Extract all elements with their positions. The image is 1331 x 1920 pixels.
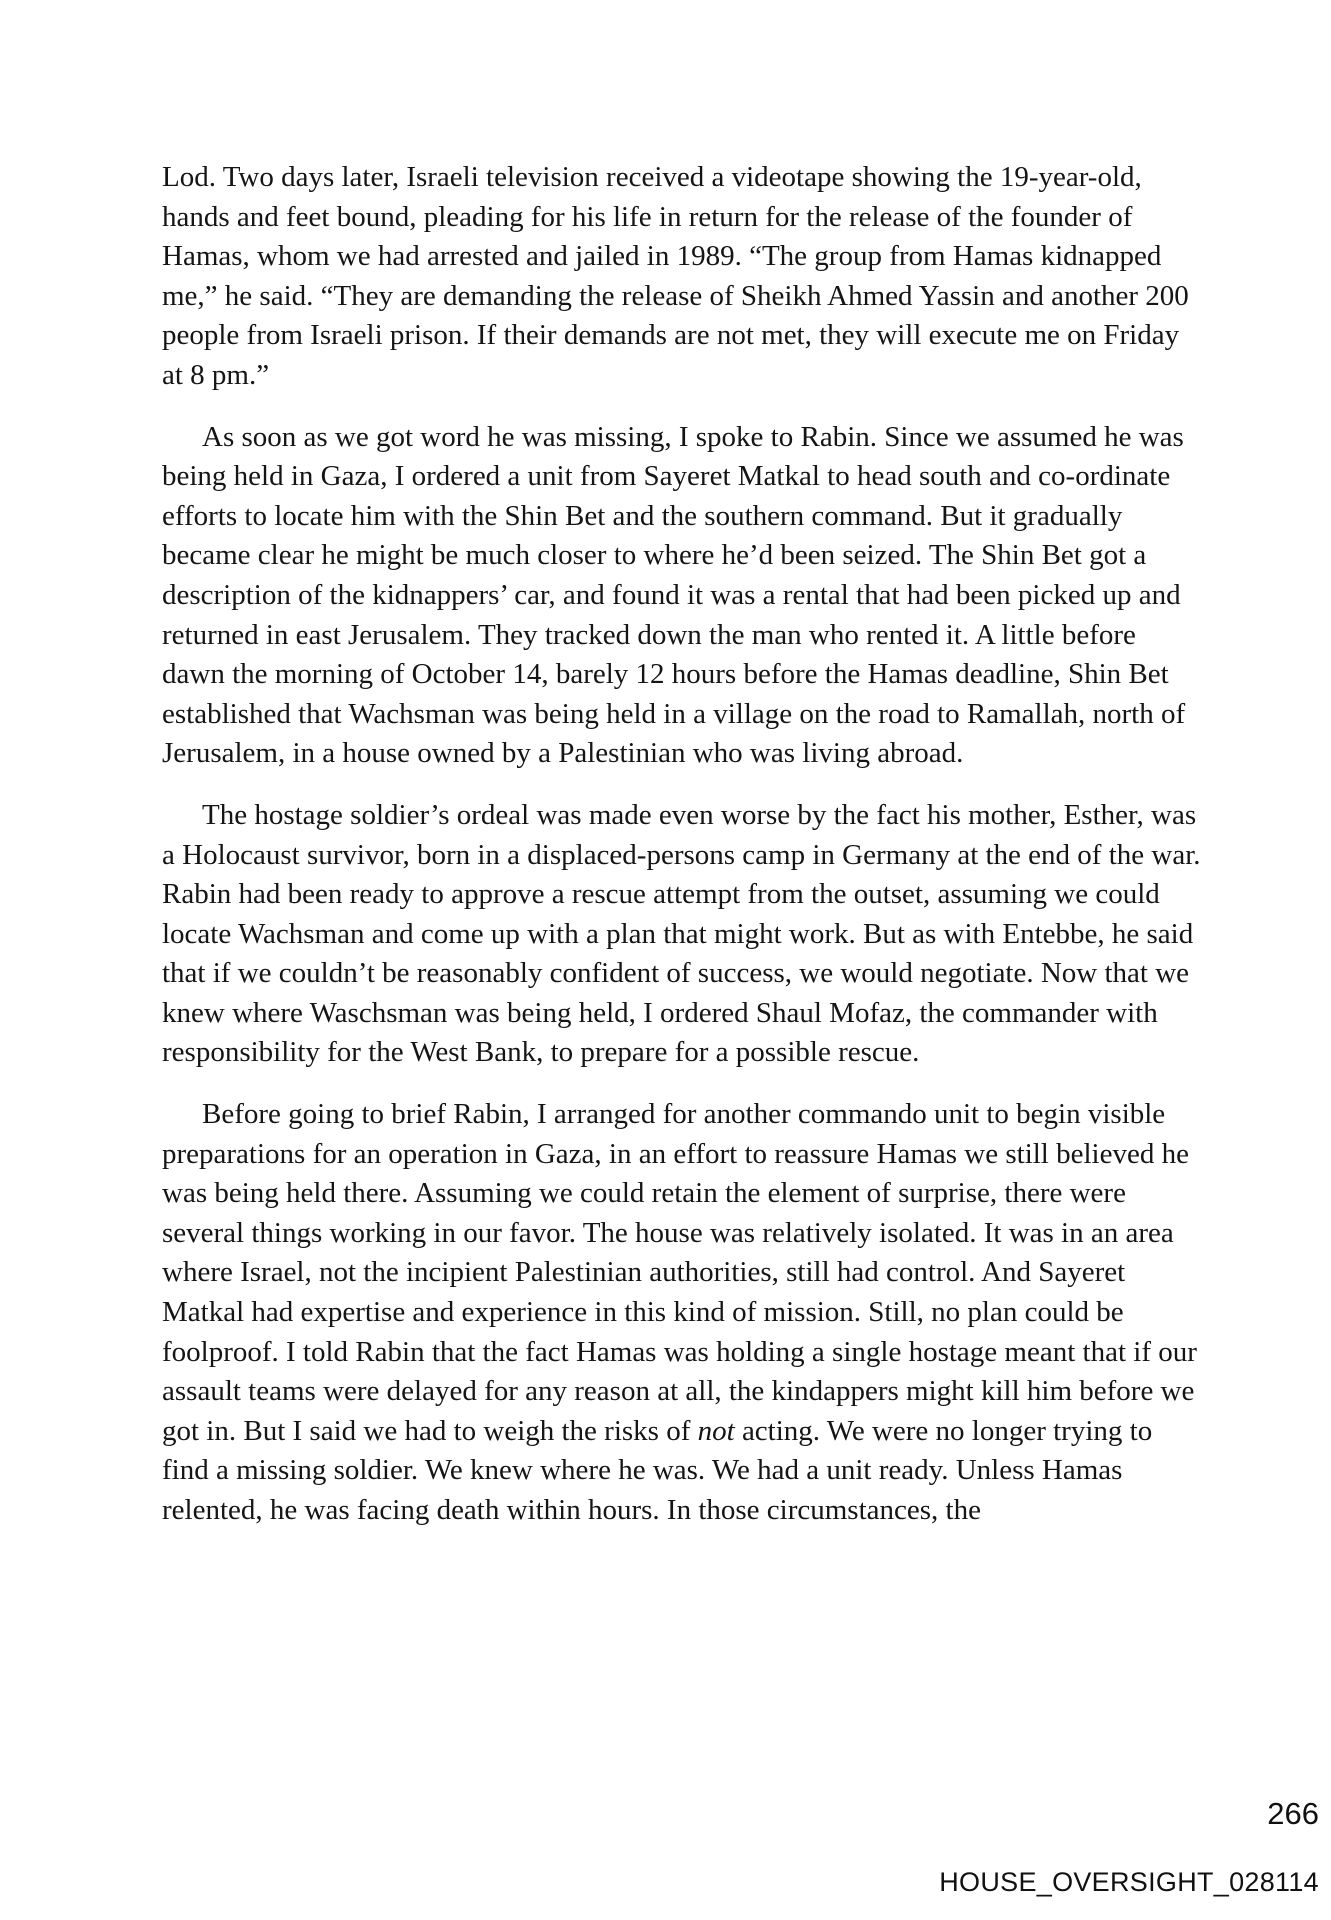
body-text xyxy=(162,158,1202,1553)
page-number: 266 xyxy=(1267,1796,1319,1831)
paragraph-2: As soon as we got word he was missing, I spoke to Rabin. Since we assumed he was being held in Gaza, I ordered a unit from Sayeret Matkal to head south and co-ordinate efforts to locate him with the Shin Bet and the southern command. But it gradually became clear he might be much closer to where he’d been seized. The Shin Bet got a description of the kidnappers’ car, and found it was a rental that had been picked up and returned in east Jerusalem. They tracked down the man who rented it. A little before dawn the morning of October 14, barely 12 hours before the Hamas deadline, Shin Bet established that Wachsman was being held in a village on the road to Ramallah, north of Jerusalem, in a house owned by a Palestinian who was living abroad. xyxy=(162,420,1186,770)
paragraph-4 xyxy=(162,1095,1202,1531)
bates-number: HOUSE_OVERSIGHT_028114 xyxy=(939,1867,1319,1897)
paragraph-3: The hostage soldier’s ordeal was made even worse by the fact his mother, Esther, was a Holocaust survivor, born in a displaced-persons camp in Germany at the end of the war. Rabin had been ready to approve a rescue attempt from the outset, assuming we could locate Wachsman and come up with a plan that might work. But as with Entebbe, he said that if we couldn’t be reasonably confident of success, we would negotiate. Now that we knew where Waschsman was being held, I ordered Shaul Mofaz, the commander with responsibility for the West Bank, to prepare for a possible rescue. xyxy=(162,798,1201,1069)
paragraph-4-emphasis: not xyxy=(697,1414,735,1447)
paragraph-4-text-before: Before going to brief Rabin, I arranged for another commando unit to begin visible preparations for an operation in Gaza, in an effort to reassure Hamas we still believed he was being held there. Assuming we could retain the element of surprise, there were several things working in our favor. The house was relatively isolated. It was in an area where Israel, not the incipient Palestinian authorities, still had control. And Sayeret Matkal had expertise and experience in this kind of mission. Still, no plan could be foolproof. I told Rabin that the fact Hamas was holding a single hostage meant that if our assault teams were delayed for any reason at all, the kindappers might kill him before we got in. But I said we had to weigh the risks of xyxy=(162,1098,1197,1447)
paragraph-1: Lod. Two days later, Israeli television received a videotape showing the 19-year-old, hands and feet bound, pleading for his life in return for the release of the founder of Hamas, whom we had arrested and jailed in 1989. “The group from Hamas kidnapped me,” he said. “They are demanding the release of Sheikh Ahmed Yassin and another 200 people from Israeli prison. If their demands are not met, they will execute me on Friday at 8 pm.” xyxy=(162,161,1189,391)
paragraph-4-text-after: acting. We were no longer trying to find a missing soldier. We knew where he was. We had a unit ready. Unless Hamas relented, he was facing death within hours. In those circumstances, the xyxy=(162,1414,1153,1526)
